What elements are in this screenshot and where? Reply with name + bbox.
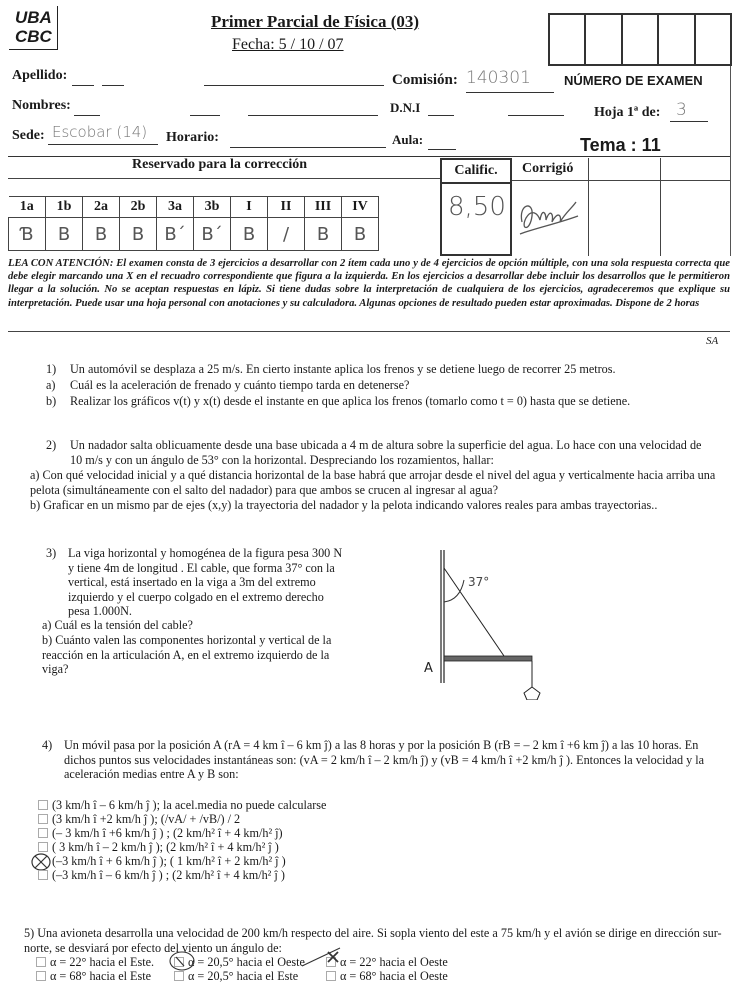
corrigio-area: [512, 158, 730, 256]
q4-option-text: (3 km/h î – 6 km/h ĵ ); la acel.media no puede calcularse: [52, 798, 327, 812]
correction-divider: [8, 178, 440, 179]
q5-option-text: α = 20,5° hacia el Oeste: [188, 955, 305, 969]
angle-label: 37°: [468, 575, 490, 589]
calific-value[interactable]: 8,50: [448, 192, 506, 222]
q5-option[interactable]: [326, 970, 448, 983]
q3-text: La viga horizontal y homogénea de la figura pesa 300 N y tiene 4m de longitud . El cable, que forma 37° con la vertical, está insertado en la viga a 3m del extremo izquierdo y el cuerpo colgado en el extremo derecho pesa 1.000N.: [68, 546, 343, 618]
checkbox[interactable]: [174, 971, 184, 981]
correction-top-rule: [8, 156, 730, 157]
grade-mark[interactable]: B: [231, 218, 268, 251]
reserved-label: Reservado para la corrección: [132, 157, 308, 172]
exam-title: Primer Parcial de Física (03): [210, 12, 420, 31]
dni-field[interactable]: [508, 114, 564, 116]
q2-a-text: a) Con qué velocidad inicial y a qué distancia horizontal de la base habrá que arrojar desde el nivel del agua y verticalmente hacia arriba una pelota (simultáneamente con el salto del nadador) para que ambos se crucen al ingresar al agua?: [30, 468, 716, 497]
q4-option[interactable]: [38, 827, 283, 840]
calific-box: [440, 158, 512, 256]
q1-number: 1): [46, 362, 57, 376]
q1-a-text: Cuál es la aceleración de frenado y cuánto tiempo tarda en detenerse?: [70, 378, 410, 392]
logo-uba: UBA: [15, 8, 52, 27]
q2-number: 2): [46, 438, 57, 452]
nombres-label: Nombres:: [12, 98, 71, 113]
dni-field[interactable]: [428, 114, 454, 116]
q4-option[interactable]: [38, 869, 285, 882]
logo-cbc: CBC: [15, 27, 52, 46]
q4-option[interactable]: [38, 841, 279, 854]
nombres-field[interactable]: [248, 114, 378, 116]
grade-mark[interactable]: B: [342, 218, 379, 251]
apellido-field[interactable]: [102, 84, 124, 86]
q1-text: Un automóvil se desplaza a 25 m/s. En cierto instante aplica los frenos y se detiene luego de recorrer 25 metros.: [70, 362, 616, 376]
q4-option[interactable]: [38, 813, 240, 826]
checkbox[interactable]: [38, 842, 48, 852]
corrigio-label: Corrigió: [522, 161, 574, 176]
comision-value[interactable]: 140301: [466, 68, 554, 93]
exam-number-digit[interactable]: [696, 15, 730, 64]
checkbox[interactable]: [38, 828, 48, 838]
correction-table: [8, 196, 379, 251]
grade-mark[interactable]: /: [268, 218, 305, 251]
checkbox[interactable]: [36, 971, 46, 981]
checkbox[interactable]: [326, 971, 336, 981]
exam-number-boxes[interactable]: [548, 13, 732, 66]
grade-mark[interactable]: B: [83, 218, 120, 251]
tema-label: Tema : 11: [580, 135, 661, 155]
q3-number: 3): [46, 546, 57, 560]
q5-option-text: α = 22° hacia el Oeste: [340, 955, 448, 969]
exam-date: Fecha: 5 / 10 / 07: [232, 36, 344, 53]
checkbox[interactable]: [38, 814, 48, 824]
grade-mark[interactable]: B: [46, 218, 83, 251]
exam-number-digit[interactable]: [550, 15, 586, 64]
apellido-field[interactable]: [72, 84, 94, 86]
col-header: 2a: [83, 197, 120, 218]
q3-a-text: a) Cuál es la tensión del cable?: [42, 618, 193, 632]
horario-field[interactable]: [230, 146, 386, 148]
col-header: 1b: [46, 197, 83, 218]
col-header: 2b: [120, 197, 157, 218]
q5-option-text: α = 20,5° hacia el Este: [188, 969, 299, 983]
uba-cbc-logo: [9, 6, 58, 50]
exam-code: SA: [706, 335, 719, 347]
col-header: 3a: [157, 197, 194, 218]
checkbox[interactable]: [36, 957, 46, 967]
notice-lead: LEA CON ATENCIÓN:: [8, 258, 114, 269]
aula-field[interactable]: [428, 148, 456, 150]
grade-mark[interactable]: B: [120, 218, 157, 251]
q1-a-label: a): [46, 378, 56, 392]
calific-label: Calific.: [442, 160, 510, 184]
col-header: 1a: [9, 197, 46, 218]
col-header: I: [231, 197, 268, 218]
nombres-field[interactable]: [74, 114, 100, 116]
horario-label: Horario:: [166, 130, 219, 145]
q4-option-selected[interactable]: [38, 855, 286, 868]
q4-option-text: (–3 km/h î – 6 km/h ĵ ) ; (2 km/h² î + 4 km/h² ĵ ): [52, 868, 285, 882]
hanging-weight: [524, 687, 540, 700]
header-right-border: [730, 66, 731, 256]
comision-label: Comisión:: [392, 72, 458, 88]
q5-option[interactable]: [174, 970, 298, 983]
q4-number: 4): [42, 738, 53, 752]
q4-option-text: ( 3 km/h î – 2 km/h ĵ ); (2 km/h² î + 4 km/h² ĵ ): [52, 840, 279, 854]
exam-number-label: NÚMERO DE EXAMEN: [564, 73, 703, 88]
dni-label: D.N.I: [390, 100, 421, 115]
q5-text: Una avioneta desarrolla una velocidad de 200 km/h respecto del aire. Si sopla viento del este a 75 km/h y el avión se dirige en dirección sur-norte, se desviará por efecto del viento un ángulo de:: [24, 926, 722, 955]
q5-option-text: α = 22° hacia el Este.: [50, 955, 155, 969]
q3-b-text: b) Cuánto valen las componentes horizontal y vertical de la reacción en la articulación A, en el extremo izquierdo de la viga?: [42, 633, 332, 676]
q1-b-label: b): [46, 394, 57, 408]
q4-option-text: (– 3 km/h î +6 km/h ĵ ) ; (2 km/h² î + 4 km/h² ĵ): [52, 826, 283, 840]
q5-number: 5): [24, 926, 35, 940]
col-header: III: [305, 197, 342, 218]
q5-option-text: α = 68° hacia el Oeste: [340, 969, 448, 983]
q5-option[interactable]: [36, 956, 154, 969]
sede-value[interactable]: Escobar (14): [48, 123, 158, 145]
beam: [444, 656, 532, 661]
corrector-signature: [516, 194, 582, 240]
q2-text: Un nadador salta oblicuamente desde una base ubicada a 4 m de altura sobre la superficie del agua. Lo hace con una velocidad de 10 m/s y con un ángulo de 53° con la horizontal. Despreciando los rozamientos, hallar:: [70, 438, 702, 467]
aula-label: Aula:: [392, 132, 424, 147]
grade-mark[interactable]: Ɓ: [9, 218, 46, 251]
apellido-label: Apellido:: [12, 68, 68, 83]
q2-b-text: b) Graficar en un mismo par de ejes (x,y) la trayectoria del nadador y la pelota indicando valores reales para ambas trayectorias..: [30, 498, 658, 512]
notice-body: El examen consta de 3 ejercicios a desarrollar con 2 ítem cada uno y de 4 ejercicios de opción múltiple, con una sola respuesta correcta que debe elegir marcando una X en el recuadro correspondiente que figura a la izquierda. En los ejercicios a desarrollar debe incluir los desarrollos que le permitieron llegar a la solución. No se aceptan respuestas en lápiz. Si tiene dudas sobre la interpretación de cualquiera de los ejercicios, agradeceremos que explique su interpretación. Puede usar una hoja personal con anotaciones y su calculadora. Algunas opciones de resultado pueden estar aproximadas. Dispone de 2 horas: [8, 258, 730, 309]
grade-mark[interactable]: B´: [157, 218, 194, 251]
col-header: 3b: [194, 197, 231, 218]
q5-text-block: [24, 926, 734, 955]
notice-rule: [8, 331, 730, 332]
exam-number-digit[interactable]: [586, 15, 622, 64]
checkbox[interactable]: [38, 800, 48, 810]
cross-out-mark-icon: [300, 946, 346, 968]
checkbox[interactable]: [38, 870, 48, 880]
q1-b-text: Realizar los gráficos v(t) y x(t) desde el instante en que aplica los frenos (tomarlo como t = 0) hasta que se detiene.: [70, 394, 631, 408]
grade-mark[interactable]: B´: [194, 218, 231, 251]
nombres-field[interactable]: [190, 114, 220, 116]
q4-option-text: (3 km/h î +2 km/h ĵ ); (/vA/ + /vB/) / 2: [52, 812, 241, 826]
q4-text: Un móvil pasa por la posición A (rA = 4 km î – 6 km ĵ) a las 8 horas y por la posición B (rB = – 2 km î +6 km ĵ) a las 10 horas. En dichos puntos sus velocidades instantáneas son: (vA = 2 km/h î – 2 km/h ĵ) y (vB = 4 km/h î +2 km/h ĵ ). Entonces la velocidad y la aceleración medias entre A y B son:: [64, 738, 705, 781]
beam-figure: [380, 540, 580, 700]
q4-option-text: (–3 km/h î + 6 km/h ĵ ); ( 1 km/h² î + 2 km/h² ĵ ): [52, 854, 286, 868]
q5-option[interactable]: [36, 970, 151, 983]
grade-mark[interactable]: B: [305, 218, 342, 251]
sede-label: Sede:: [12, 128, 45, 143]
col-header: II: [268, 197, 305, 218]
exam-number-digit[interactable]: [659, 15, 695, 64]
q4-option[interactable]: [38, 799, 326, 812]
hoja-label: Hoja 1ª de:: [594, 105, 661, 120]
hoja-value[interactable]: 3: [670, 100, 708, 122]
q5-option-text: α = 68° hacia el Este: [50, 969, 152, 983]
notice-text: [8, 257, 730, 310]
point-a-label: A: [424, 661, 433, 676]
col-header: IV: [342, 197, 379, 218]
exam-number-digit[interactable]: [623, 15, 659, 64]
apellido-field[interactable]: [204, 84, 384, 86]
